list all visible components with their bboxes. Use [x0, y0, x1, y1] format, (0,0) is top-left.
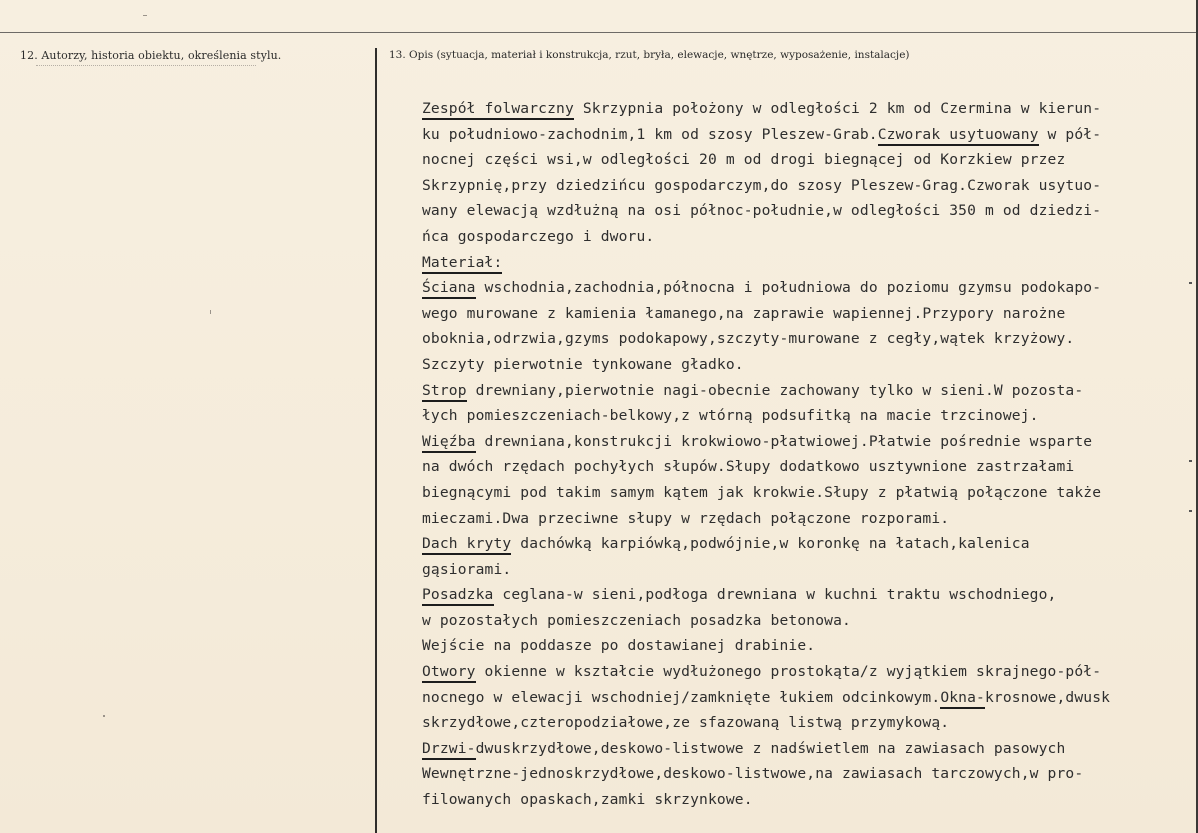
- text-segment: Szczyty pierwotnie tynkowane gładko.: [422, 355, 744, 373]
- paper-mark: [1189, 510, 1192, 512]
- text-segment: drewniana,konstrukcji krokwiowo-płatwiowej.Płatwie pośrednie wsparte: [475, 432, 1093, 450]
- paper-mark: [210, 310, 211, 314]
- text-segment: nocnej części wsi,w odległości 20 m od drogi biegnącej od Korzkiew przez: [422, 151, 1066, 169]
- underlined-heading: Strop: [422, 382, 467, 402]
- paper-mark: [1189, 282, 1192, 284]
- description-line: [422, 454, 1194, 480]
- text-segment: ceglana-w sieni,podłoga drewniana w kuchni traktu wschodniego,: [493, 586, 1057, 604]
- description-line: [422, 685, 1194, 711]
- underlined-heading: Czworak usytuowany: [878, 126, 1039, 146]
- description-line: [422, 633, 1194, 659]
- underlined-heading: Ściana: [422, 279, 476, 299]
- description-line: [422, 787, 1194, 813]
- text-segment: ku południowo-zachodnim,1 km od szosy Pleszew-Grab.: [422, 125, 878, 143]
- text-segment: w pół-: [1038, 125, 1102, 143]
- text-segment: oboknia,odrzwia,gzyms podokapowy,szczyty-murowane z cegły,wątek krzyżowy.: [422, 330, 1075, 348]
- description-line: [422, 173, 1194, 199]
- underlined-heading: Posadzka: [422, 586, 494, 606]
- text-segment: dachówką karpiówką,podwójnie,w koronkę na łatach,kalenica: [511, 535, 1030, 553]
- underlined-heading: Zespół folwarczny: [422, 100, 574, 120]
- description-line: [422, 608, 1194, 634]
- description-line: [422, 326, 1194, 352]
- description-line: [422, 96, 1194, 122]
- faint-dotted-line: [36, 65, 256, 66]
- description-line: [422, 198, 1194, 224]
- description-line: [422, 403, 1194, 429]
- paper-mark: [143, 15, 147, 16]
- text-segment: Wewnętrzne-jednoskrzydłowe,deskowo-listwowe,na zawiasach tarczowych,w pro-: [422, 765, 1084, 783]
- text-segment: łych pomieszczeniach-belkowy,z wtórną podsufitką na macie trzcinowej.: [422, 407, 1039, 425]
- section-13-label: 13. Opis (sytuacja, materiał i konstrukcja, rzut, bryła, elewacje, wnętrze, wyposażenie, instalacje): [389, 49, 910, 61]
- text-segment: krosnowe,dwusk: [985, 688, 1111, 706]
- column-divider: [375, 48, 377, 833]
- text-segment: drewniany,pierwotnie nagi-obecnie zachowany tylko w sieni.W pozosta-: [466, 381, 1084, 399]
- text-segment: Skrzypnię,przy dziedzińcu gospodarczym,do szosy Pleszew-Grag.Czworak usytuo-: [422, 176, 1102, 194]
- description-line: [422, 378, 1194, 404]
- description-line: [422, 531, 1194, 557]
- underlined-heading: Otwory: [422, 663, 476, 683]
- section-12-label: 12. Autorzy, historia obiektu, określenia stylu.: [20, 49, 282, 62]
- text-segment: wego murowane z kamienia łamanego,na zaprawie wapiennej.Przypory narożne: [422, 304, 1066, 322]
- description-line: [422, 122, 1194, 148]
- description-line: [422, 659, 1194, 685]
- description-line: [422, 480, 1194, 506]
- text-segment: Wejście na poddasze po dostawianej drabinie.: [422, 637, 816, 655]
- paper-mark: [103, 715, 105, 717]
- text-segment: mieczami.Dwa przeciwne słupy w rzędach połączone rozporami.: [422, 509, 950, 527]
- text-segment: wany elewacją wzdłużną na osi północ-południe,w odległości 350 m od dziedzi-: [422, 202, 1102, 220]
- description-line: [422, 582, 1194, 608]
- text-segment: Skrzypnia położony w odległości 2 km od Czermina w kierun-: [573, 100, 1102, 117]
- underlined-heading: Dach kryty: [422, 535, 511, 555]
- text-segment: nocnego w elewacji wschodniej/zamknięte łukiem odcinkowym.: [422, 688, 941, 706]
- description-line: [422, 224, 1194, 250]
- text-segment: skrzydłowe,czteropodziałowe,ze sfazowaną listwą przymykową.: [422, 714, 950, 732]
- text-segment: ńca gospodarczego i dworu.: [422, 227, 655, 245]
- description-line: [422, 710, 1194, 736]
- underlined-heading: Materiał:: [422, 254, 502, 274]
- description-line: [422, 506, 1194, 532]
- text-segment: wschodnia,zachodnia,północna i południowa do poziomu gzymsu podokapo-: [475, 279, 1102, 297]
- text-segment: filowanych opaskach,zamki skrzynkowe.: [422, 791, 753, 809]
- description-line: [422, 352, 1194, 378]
- underlined-heading: Drzwi-: [422, 740, 476, 760]
- text-segment: gąsiorami.: [422, 560, 512, 578]
- section-13-header: [389, 49, 910, 61]
- description-text: [422, 96, 1194, 813]
- text-segment: w pozostałych pomieszczeniach posadzka betonowa.: [422, 611, 851, 629]
- text-segment: biegnącymi pod takim samym kątem jak krokwie.Słupy z płatwią połączone także: [422, 483, 1102, 501]
- text-segment: okienne w kształcie wydłużonego prostokąta/z wyjątkiem skrajnego-pół-: [475, 663, 1102, 681]
- description-line: [422, 429, 1194, 455]
- section-12-header: [20, 49, 281, 62]
- description-line: [422, 275, 1194, 301]
- description-line: [422, 736, 1194, 762]
- text-segment: dwuskrzydłowe,deskowo-listwowe z nadświetlem na zawiasach pasowych: [475, 739, 1066, 757]
- description-line: [422, 250, 1194, 276]
- top-rule: [0, 32, 1198, 33]
- text-segment: na dwóch rzędach pochyłych słupów.Słupy dodatkowo usztywnione zastrzałami: [422, 458, 1075, 476]
- description-line: [422, 557, 1194, 583]
- underlined-heading: Więźba: [422, 433, 476, 453]
- description-line: [422, 301, 1194, 327]
- paper-mark: [1189, 460, 1192, 462]
- description-line: [422, 147, 1194, 173]
- underlined-heading: Okna-: [940, 689, 985, 709]
- description-line: [422, 761, 1194, 787]
